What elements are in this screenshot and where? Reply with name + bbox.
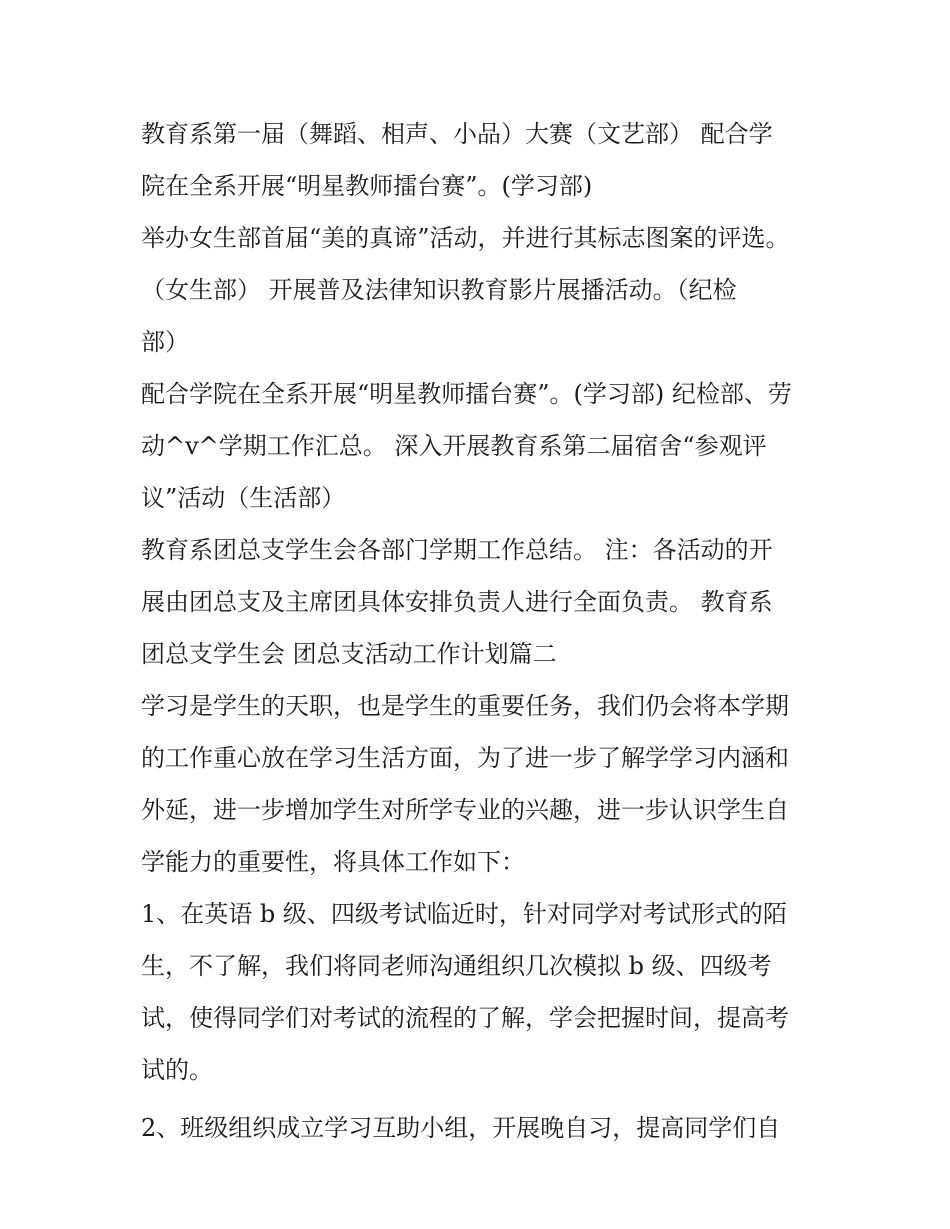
text-line: 试的。 xyxy=(141,1056,213,1084)
text-line: 团总支学生会 团总支活动工作计划篇二 xyxy=(141,640,557,668)
text-line: 试，使得同学们对考试的流程的了解，学会把握时间，提高考 xyxy=(141,1004,789,1032)
document-body xyxy=(141,108,831,1154)
text-line: 2、班级组织成立学习互助小组，开展晚自习，提高同学们自 xyxy=(141,1114,781,1142)
text-line: 生，不了解，我们将同老师沟通组织几次模拟 b 级、四级考 xyxy=(141,952,772,980)
text-line: 院在全系开展“明星教师擂台赛”。(学习部) xyxy=(141,172,593,200)
text-line: 展由团总支及主席团具体安排负责人进行全面负责。 教育系 xyxy=(141,588,773,616)
text-line: 部） xyxy=(141,328,189,356)
text-line: 的工作重心放在学习生活方面，为了进一步了解学学习内涵和 xyxy=(141,744,789,772)
text-line: 教育系第一届（舞蹈、相声、小品）大赛（文艺部） 配合学 xyxy=(141,120,773,148)
text-line: 配合学院在全系开展“明星教师擂台赛”。(学习部) 纪检部、劳 xyxy=(141,380,792,408)
text-line: （女生部） 开展普及法律知识教育影片展播活动。（纪检 xyxy=(141,276,737,304)
text-line: 学习是学生的天职，也是学生的重要任务，我们仍会将本学期 xyxy=(141,692,789,720)
text-line: 举办女生部首届“美的真谛”活动，并进行其标志图案的评选。 xyxy=(141,224,790,252)
text-line: 动^v^学期工作汇总。 深入开展教育系第二届宿舍“参观评 xyxy=(141,432,767,460)
text-line: 学能力的重要性，将具体工作如下： xyxy=(141,848,525,876)
text-line: 外延，进一步增加学生对所学专业的兴趣，进一步认识学生自 xyxy=(141,796,789,824)
text-line: 1、在英语 b 级、四级考试临近时，针对同学对考试形式的陌 xyxy=(141,900,787,928)
text-line: 议”活动（生活部） xyxy=(141,484,346,512)
text-line: 教育系团总支学生会各部门学期工作总结。 注：各活动的开 xyxy=(141,536,773,564)
